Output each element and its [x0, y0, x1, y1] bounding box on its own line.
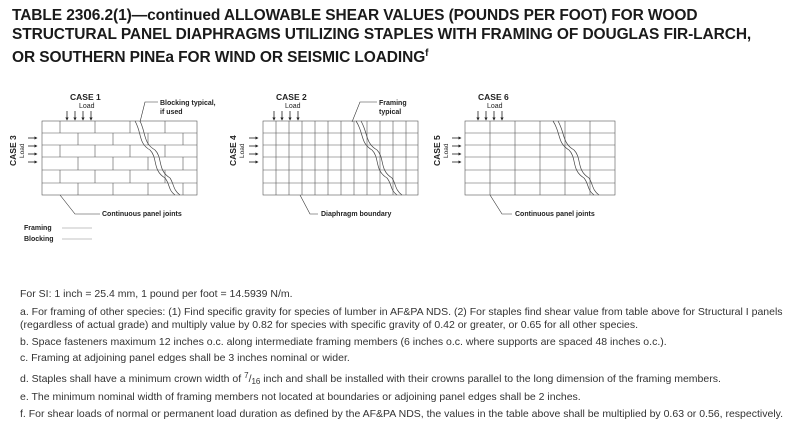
case-1-callout-top-leader	[140, 102, 158, 122]
footnote-b: b. Space fasteners maximum 12 inches o.c. along intermediate framing members (6 inches o.c. where supports are spaced 48 inches o.c.).	[20, 335, 667, 348]
footnote-d-numerator: 7	[244, 370, 249, 380]
title-line-3-text: OR SOUTHERN PINEa FOR WIND OR SEISMIC LOADING	[12, 49, 426, 67]
legend	[24, 225, 92, 243]
title-line-1: TABLE 2306.2(1)—continued ALLOWABLE SHEAR VALUES (POUNDS PER FOOT) FOR WOOD	[12, 7, 698, 24]
footnote-c: c. Framing at adjoining panel edges shall be 3 inches nominal or wider.	[20, 352, 350, 364]
case-1-callout-top-2: if used	[160, 109, 183, 116]
footnotes	[20, 288, 795, 424]
case-1-callout-bottom-leader	[60, 195, 100, 214]
case-5-label: CASE 5	[432, 135, 442, 166]
footnote-a: a. For framing of other species: (1) Find specific gravity for species of lumber in AF&PA NDS. (2) For staples find shear value from table above for Structural I panels (regardless of actual grade) and multiply value by 0.82 for species with specific gravity of 0.42 or greater, or 0.65 for all other species.	[20, 306, 783, 331]
footnote-e: e. The minimum nominal width of framing members not located at boundaries or adjoining panel edges shall be 2 inches.	[20, 391, 581, 403]
footnote-d-pre: d. Staples shall have a minimum crown width of	[20, 372, 245, 385]
footnote-d-denominator: 16	[251, 376, 261, 386]
case-4-load-label: Load	[239, 143, 246, 158]
case-2-callout-top-2: typical	[379, 109, 402, 116]
legend-framing-label: Framing	[24, 225, 52, 232]
diagram-case-2	[228, 92, 418, 218]
case-2-callout-top-1: Framing	[379, 100, 407, 107]
case-5-load-label: Load	[443, 143, 450, 158]
case-3-label: CASE 3	[8, 135, 18, 166]
case-2-callout-top-leader	[352, 102, 377, 122]
footnote-d-post: inch and shall be installed with their crowns parallel to the long dimension of the framing members.	[260, 372, 721, 385]
footnote-si: For SI: 1 inch = 25.4 mm, 1 pound per foot = 14.5939 N/m.	[20, 288, 293, 300]
case-1-load-label: Load	[79, 103, 95, 110]
diagram-case-6	[432, 92, 615, 218]
case-1-break-line-2	[140, 121, 180, 195]
case-1-load-arrows	[67, 111, 91, 119]
case-2-callout-bottom-leader	[300, 195, 318, 214]
case-6-callout-bottom-leader	[490, 195, 512, 214]
diagram-strip	[0, 88, 800, 258]
case-6-callout-bottom: Continuous panel joints	[515, 211, 595, 218]
case-1-label: CASE 1	[70, 92, 101, 102]
case-1-callout-bottom: Continuous panel joints	[102, 211, 182, 218]
diagrams-svg	[0, 88, 800, 258]
case-2-callout-bottom: Diaphragm boundary	[321, 211, 392, 218]
case-6-break-line-2	[558, 121, 599, 195]
case-6-grid	[465, 121, 615, 195]
case-6-load-label: Load	[487, 103, 503, 110]
case-4-label: CASE 4	[228, 135, 238, 166]
case-6-label: CASE 6	[478, 92, 509, 102]
case-1-grid	[42, 121, 197, 195]
case-2-load-label: Load	[285, 103, 301, 110]
case-3-load-arrows	[28, 138, 36, 162]
case-6-load-arrows	[478, 111, 502, 119]
title-footnote-marker: f	[425, 48, 429, 59]
table-title	[12, 6, 792, 67]
legend-blocking-label: Blocking	[24, 236, 54, 243]
case-3-load-label: Load	[19, 143, 26, 158]
case-2-break-line	[356, 121, 397, 195]
case-6-break-line	[553, 121, 594, 195]
diagram-case-1	[8, 92, 216, 218]
title-line-2: STRUCTURAL PANEL DIAPHRAGMS UTILIZING STAPLES WITH FRAMING OF DOUGLAS FIR-LARCH,	[12, 26, 752, 43]
footnote-f: f. For shear loads of normal or permanent load duration as defined by the AF&PA NDS, the values in the table above shall be multiplied by 0.63 or 0.56, respectively.	[20, 407, 784, 420]
case-2-load-arrows	[274, 111, 298, 119]
case-1-break-line	[135, 121, 175, 195]
case-2-label: CASE 2	[276, 92, 307, 102]
footnote-d: d. Staples shall have a minimum crown width of $^7$/16 inch and shall be installed with their crowns parallel to the long dimension of the framing members.	[20, 370, 721, 386]
case-5-load-arrows	[452, 138, 460, 162]
title-line-3	[12, 44, 792, 67]
case-4-load-arrows	[249, 138, 257, 162]
case-1-callout-top-1: Blocking typical,	[160, 100, 216, 107]
